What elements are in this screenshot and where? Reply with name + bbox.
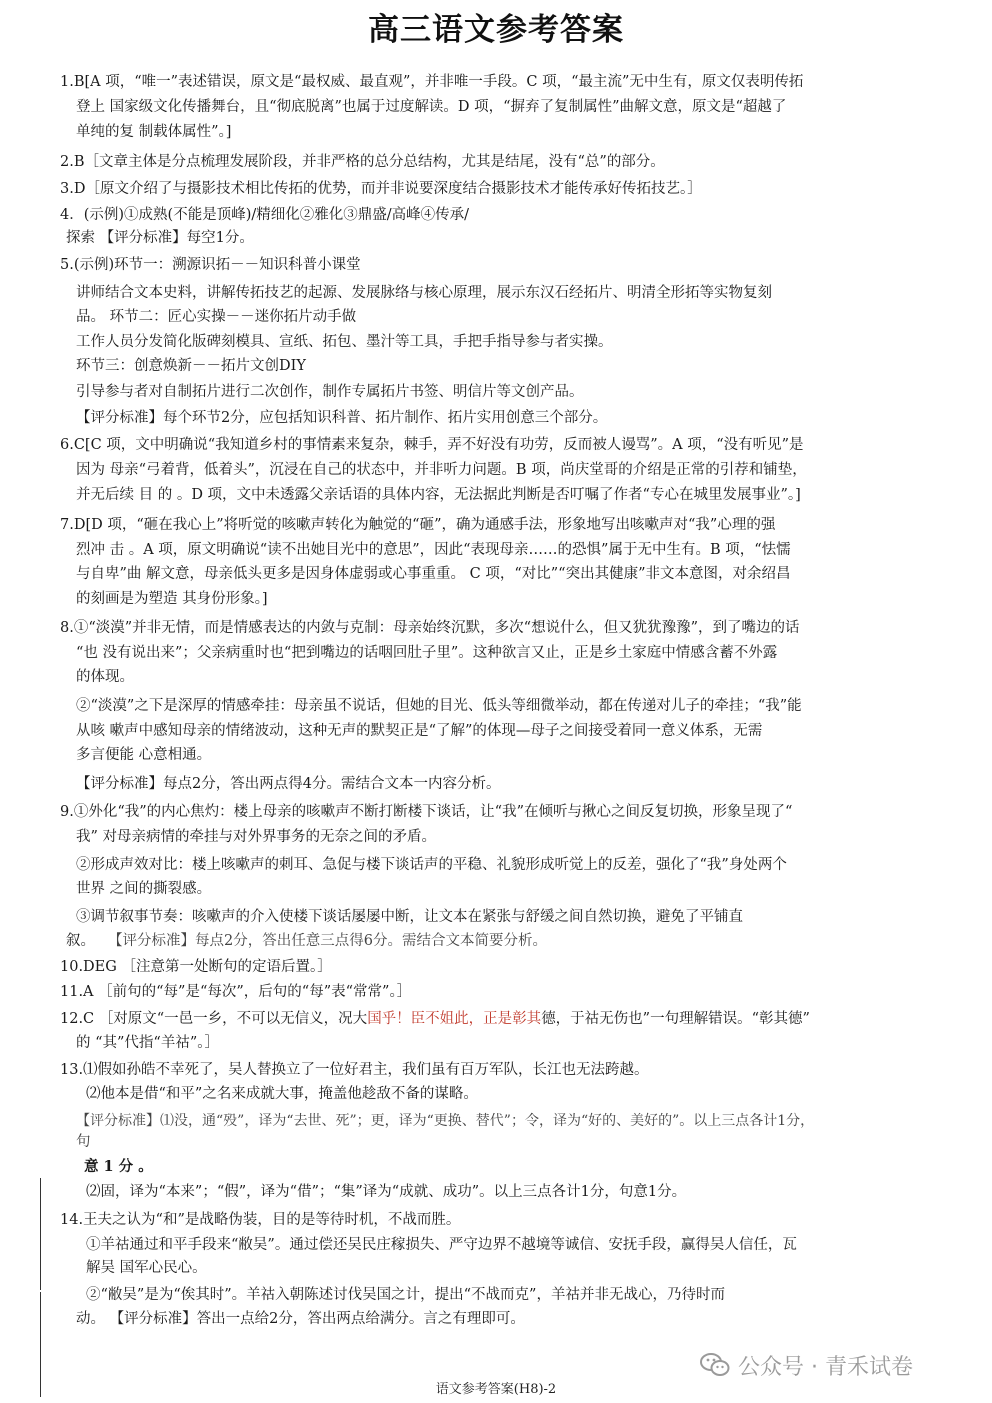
q5-line-3: 品。 环节二：匠心实操－－迷你拓片动手做 (76, 309, 357, 325)
q14-line-2: ①羊祜通过和平手段来“敝吴”。通过偿还吴民庄稼损失、严守边界不越境等诚信、安抚手段，赢得吴人信任，瓦 (86, 1237, 797, 1253)
q11-line: 11.A ［前句的“每”是“每次”，后句的“每”表“常常”。］ (60, 984, 412, 1000)
q8-line-3: 的体现。 (76, 669, 134, 685)
q6-line-2: 因为 母亲“弓着背，低着头”，沉浸在自己的状态中，并非听力问题。B 项，尚庆堂哥的介绍是正常的引荐和铺垫， (76, 462, 807, 478)
q13-scoring-1: 【评分标准】⑴没，通“殁”，译为“去世、死”；更，译为“更换、替代”；令，译为“好的、美好的”。以上三点各计1分， (76, 1113, 815, 1129)
q13-scoring-4: ⑵固，译为“本来”；“假”，译为“借”；“集”译为“成就、成功”。以上三点各计1分，句意1分。 (86, 1184, 687, 1200)
wechat-icon (700, 1352, 730, 1378)
q13-scoring-2: 句 (76, 1134, 91, 1150)
q12-text-a: 12.C ［对原文“一邑一乡，不可以无信义，况大 (60, 1011, 368, 1027)
q7-line-3: 与自卑”曲 解文意，母亲低头更多是因身体虚弱或心事重重。 C 项，“对比”“突出其健康”非文本意图，对余绍昌 (76, 566, 791, 582)
q14-line-4: ②“敝吴”是为“俟其时”。羊祜入朝陈述讨伐吴国之计，提出“不战而克”，羊祜并非无战心，乃待时而 (86, 1287, 725, 1303)
q5-scoring: 【评分标准】每个环节2分，应包括知识科普、拓片制作、拓片实用创意三个部分。 (76, 410, 608, 426)
q8-scoring: 【评分标准】每点2分，答出两点得4分。需结合文本一内容分析。 (76, 776, 501, 792)
q2-line: 2.B［文章主体是分点梳理发展阶段，并非严格的总分总结构，尤其是结尾，没有“总”的部分。 (60, 154, 665, 170)
q9-line-3: ②形成声效对比：楼上咳嗽声的刺耳、急促与楼下谈话声的平稳、礼貌形成听觉上的反差，强化了“我”身处两个 (76, 857, 787, 873)
q8-line-6: 多言便能 心意相通。 (76, 747, 212, 763)
q7-line-1: 7.D[D 项，“砸在我心上”将听觉的咳嗽声转化为触觉的“砸”，确为通感手法，形象地写出咳嗽声对“我”心理的强 (60, 517, 776, 533)
q1-line-1: 1.B[A 项，“唯一”表述错误，原文是“最权威、最直观”，并非唯一手段。C 项，“最主流”无中生有，原文仅表明传拓 (60, 74, 804, 90)
q9-line-4: 世界 之间的撕裂感。 (76, 881, 212, 897)
q5-line-1: 5.(示例)环节一：溯源识拓－－知识科普小课堂 (60, 257, 361, 273)
q14-line-1: 14.王夫之认为“和”是战略伪装，目的是等待时机，不战而胜。 (60, 1212, 461, 1228)
q6-line-3: 并无后续 目 的 。D 项，文中未透露父亲话语的具体内容，无法据此判断是否叮嘱了作者“专心在城里发展事业”。] (76, 487, 801, 503)
q9-line-2: 我” 对母亲病情的牵挂与对外界事务的无奈之间的矛盾。 (76, 829, 437, 845)
q13-line-2: ⑵他本是借“和平”之名来成就大事，掩盖他趁敌不备的谋略。 (86, 1086, 478, 1102)
q7-line-2: 烈冲 击 。A 项，原文明确说“读不出她目光中的意思”，因此“表现母亲……的恐惧”属于无中生有。B 项，“怯懦 (76, 542, 791, 558)
q9-line-5: ③调节叙事节奏：咳嗽声的介入使楼下谈话屡屡中断，让文本在紧张与舒缓之间自然切换，避免了平铺直 (76, 909, 743, 925)
q12-line-2: 的 “其”代指“羊祜”。］ (76, 1035, 220, 1051)
margin-bar-1 (40, 1178, 41, 1290)
q5-line-5: 环节三：创意焕新－－拓片文创DIY (76, 358, 306, 374)
page-footer: 语文参考答案(H8)-2 (435, 1382, 557, 1397)
q8-line-2: “也 没有说出来”；父亲病重时也“把到嘴边的话咽回肚子里”。这种欲言又止，正是乡土家庭中情感含蓄不外露 (76, 645, 778, 661)
q3-line: 3.D［原文介绍了与摄影技术相比传拓的优势，而并非说要深度结合摄影技术才能传承好传拓技艺。］ (60, 181, 702, 197)
q9-line-1: 9.①外化“我”的内心焦灼：楼上母亲的咳嗽声不断打断楼下谈话，让“我”在倾听与揪心之间反复切换，形象呈现了“ (60, 804, 793, 820)
q13-scoring-3: 意 1 分 。 (84, 1158, 153, 1175)
watermark-text: 公众号 · 青禾试卷 (738, 1354, 913, 1380)
q14-line-5: 动。 【评分标准】答出一点给2分，答出两点给满分。言之有理即可。 (76, 1311, 525, 1327)
q9-line-6: 叙。 (66, 933, 95, 949)
q5-line-2: 讲师结合文本史料，讲解传拓技艺的起源、发展脉络与核心原理，展示东汉石经拓片、明清全形拓等实物复刻 (76, 285, 772, 301)
watermark (700, 1348, 970, 1382)
q4-line-2: 探索 【评分标准】每空1分。 (66, 230, 254, 246)
q12-line-1 (60, 1007, 810, 1028)
q5-line-6: 引导参与者对自制拓片进行二次创作，制作专属拓片书签、明信片等文创产品。 (76, 384, 584, 400)
q6-line-1: 6.C[C 项，文中明确说“我知道乡村的事情素来复杂，棘手，弄不好没有功劳，反而被人谩骂”。A 项，“没有听见”是 (60, 437, 804, 453)
q4-line-1: 4．(示例)①成熟(不能是顶峰)/精细化②雅化③鼎盛/高峰④传承/ (60, 207, 470, 223)
q7-line-4: 的刻画是为塑造 其身份形象。] (76, 591, 268, 607)
q9-scoring: 【评分标准】每点2分，答出任意三点得6分。需结合文本简要分析。 (108, 933, 547, 949)
q5-line-4: 工作人员分发简化版碑刻模具、宣纸、拓包、墨汁等工具，手把手指导参与者实操。 (76, 334, 613, 350)
q8-line-4: ②“淡漠”之下是深厚的情感牵挂：母亲虽不说话，但她的目光、低头等细微举动，都在传递对儿子的牵挂；“我”能 (76, 698, 802, 714)
q1-line-2: 登上 国家级文化传播舞台，且“彻底脱离”也属于过度解读。D 项，“摒弃了复制属性”曲解文意，原文是“超越了 (76, 99, 787, 115)
q10-line: 10.DEG ［注意第一处断句的定语后置。］ (60, 959, 332, 975)
q12-text-red-2: 彰其 (512, 1011, 542, 1027)
q13-line-1: 13.⑴假如孙皓不幸死了，吴人替换立了一位好君主，我们虽有百万军队，长江也无法跨越。 (60, 1062, 649, 1078)
q14-line-3: 解吴 国军心民心。 (86, 1260, 207, 1276)
q12-text-red-1: 国乎！臣不姐此，正是 (367, 1011, 513, 1027)
q8-line-5: 从咳 嗽声中感知母亲的情绪波动，这种无声的默契正是“了解”的体现—母子之间接受着同一意义体系，无需 (76, 723, 763, 739)
page-title: 高三语文参考答案 (368, 12, 624, 48)
q1-line-3: 单纯的复 制载体属性”。] (76, 124, 232, 140)
q8-line-1: 8.①“淡漠”并非无情，而是情感表达的内敛与克制：母亲始终沉默，多次“想说什么，但又犹犹豫豫”，到了嘴边的话 (60, 620, 800, 636)
q12-text-b: 德，于祜无伤也”一句理解错误。“彰其德” (541, 1011, 810, 1027)
